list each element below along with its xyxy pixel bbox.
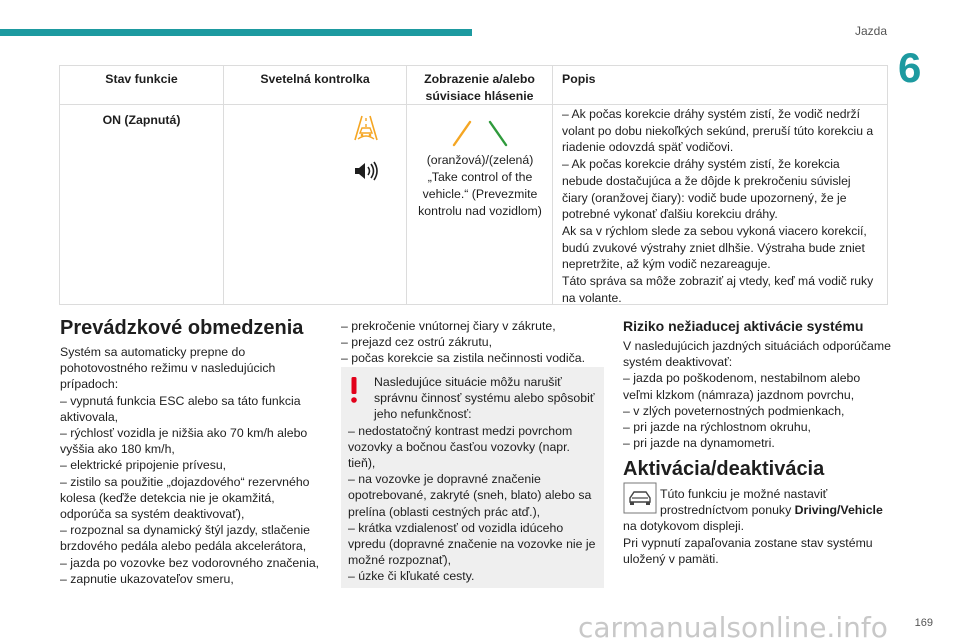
list-item: – pri jazde na dynamometri. [623, 436, 775, 451]
activation-text-pre: Túto funkciu je možné nastaviť prostredníctvom ponuky [660, 487, 828, 518]
activation-paragraph [623, 486, 891, 518]
table-row [60, 105, 887, 304]
activation-note: Pri vypnutí zapaľovania zostane stav systému uložený v pamäti. [623, 535, 873, 566]
header-accent-bar [0, 29, 472, 36]
chapter-number: 6 [898, 44, 922, 91]
menu-path: Driving/Vehicle [794, 503, 883, 518]
list-item: – prejazd cez ostrú zákrutu, [341, 335, 493, 350]
list-item: – rýchlosť vozidla je nižšia ako 70 km/h alebo vyššia ako 180 km/h, [60, 426, 308, 457]
list-item: – v zlých poveternostných podmienkach, [623, 403, 845, 418]
description-paragraph: – Ak počas korekcie dráhy systém zistí, že vodič nedrží volant po dobu niekoľkých sekúnd, preruší túto korekciu a riadenie odovzdá späť vodičovi. [562, 107, 874, 155]
section-name: Jazda [854, 24, 887, 38]
limits-intro: Systém sa automaticky prepne do pohotovostného režimu v nasledujúcich prípadoch: [60, 345, 276, 392]
description-paragraph: – Ak počas korekcie dráhy systém zistí, že korekcia nebude dostačujúca a že dôjde k prekročeniu súvislej čiary (oranžovej čiary): vodič bude upozornený, že je potrebné vykonať ďalšiu korekciu dráhy. [562, 157, 851, 222]
display-cell [407, 105, 553, 304]
list-item: – zapnutie ukazovateľov smeru, [60, 571, 234, 586]
description-paragraph: Táto správa sa môže zobraziť aj vtedy, keď má vodič ruky na volante. [562, 274, 874, 305]
warning-lamp-cell [224, 105, 407, 304]
list-item: – elektrické pripojenie prívesu, [60, 458, 227, 473]
display-message: (oranžová)/(zelená) „Take control of the vehicle.“ (Prevezmite kontrolu nad vozidlom) [418, 153, 542, 218]
list-item: – zistilo sa použitie „dojazdového“ rezervného kolesa (keďže detekcia nie je okamžitá, odporúča sa systém deaktivovať), [60, 474, 310, 522]
speaker-icon [353, 160, 379, 182]
warning-text [348, 374, 598, 585]
function-state: ON (Zapnutá) [60, 105, 224, 304]
table-header-cell: Zobrazenie a/alebo súvisiace hlásenie [407, 66, 553, 104]
list-item: – krátka vzdialenosť od vozidla idúceho vpredu (dopravné značenie na vozovke nie je možné rozpoznať), [348, 520, 596, 568]
list-item: – počas korekcie sa zistila nečinnosti vodiča. [341, 351, 586, 366]
table-header [60, 66, 887, 105]
risk-text [623, 338, 891, 451]
description-cell [553, 105, 887, 304]
limits-text [60, 344, 325, 587]
list-item: – jazda po poškodenom, nestabilnom alebo veľmi klzkom (námraza) jazdnom povrchu, [623, 371, 861, 402]
limits-heading: Prevádzkové obmedzenia [60, 317, 304, 339]
lane-lines-icon [450, 118, 510, 148]
risk-intro: V nasledujúcich jazdných situáciách odporúčame systém deaktivovať: [623, 339, 891, 370]
warning-box [341, 367, 604, 588]
lane-assist-warning-icon [351, 113, 381, 143]
list-item: – jazda po vozovke bez vodorovného značenia, [60, 555, 320, 570]
status-table [59, 65, 888, 305]
list-item: – úzke či kľukaté cesty. [348, 569, 475, 584]
table-header-cell: Popis [562, 72, 596, 86]
description-paragraph: Ak sa v rýchlom slede za sebou vykoná viacero korekcií, budú zvukové výstrahy zniet dlhšie. Výstraha bude zniet nepretržite, až kým vodič nezareaguje. [562, 223, 867, 272]
activation-text [623, 486, 891, 567]
list-item: – na vozovke je dopravné značenie opotrebované, zakryté (sneh, blato) alebo sa prelína (oblasti cestných prác atď.), [348, 472, 592, 519]
list-item: – prekročenie vnútornej čiary v zákrute, [341, 319, 556, 333]
page-number: 169 [914, 617, 933, 629]
watermark: carmanualsonline.info [578, 611, 888, 644]
table-header-cell: Stav funkcie [60, 66, 224, 104]
limits-text-continued [341, 318, 606, 367]
risk-heading: Riziko nežiaducej aktivácie systému [623, 318, 864, 334]
table-header-cell: Svetelná kontrolka [224, 66, 407, 104]
warning-intro: Nasledujúce situácie môžu narušiť správnu činnosť systému alebo spôsobiť jeho nefunkčnosť: [374, 375, 595, 422]
activation-heading: Aktivácia/deaktivácia [623, 458, 825, 480]
list-item: – vypnutá funkcia ESC alebo sa táto funkcia aktivovala, [60, 393, 301, 424]
list-item: – nedostatočný kontrast medzi povrchom vozovky a bočnou časťou vozovky (napr. tieň), [348, 423, 573, 471]
activation-text-post: na dotykovom displeji. [623, 519, 744, 534]
list-item: – pri jazde na rýchlostnom okruhu, [623, 420, 811, 435]
list-item: – rozpoznal sa dynamický štýl jazdy, stlačenie brzdového pedála alebo pedála akcelerátora, [60, 523, 310, 554]
